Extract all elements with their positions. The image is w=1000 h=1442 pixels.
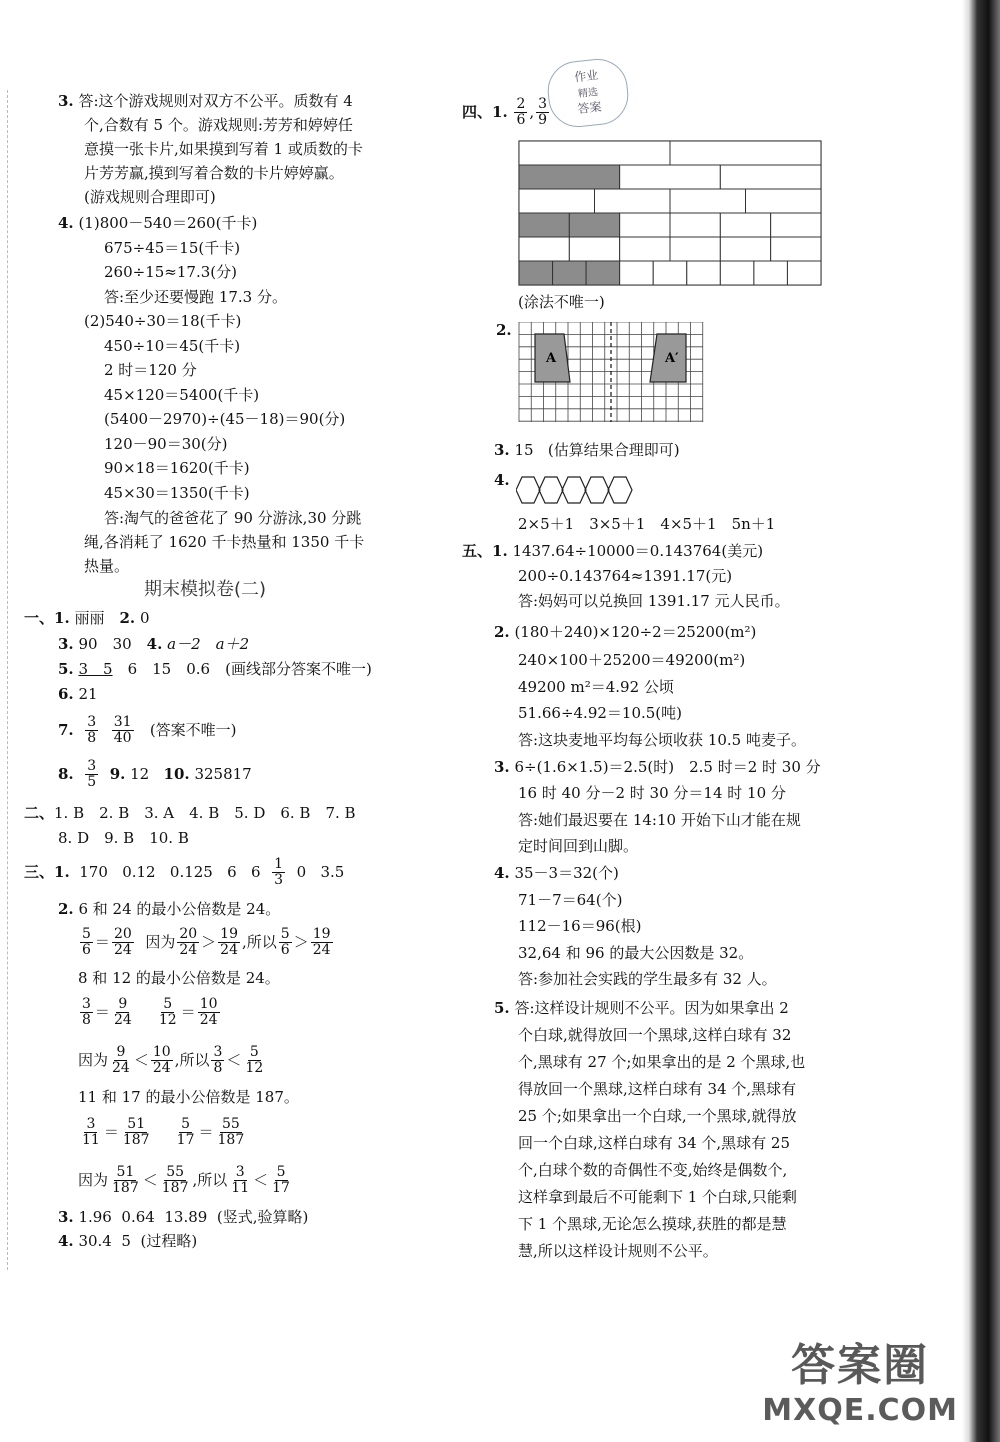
- equation: 2 时＝120 分: [104, 361, 197, 379]
- fraction-bar-part: [620, 237, 670, 261]
- equation: 240×100＋25200＝49200(m²): [518, 651, 746, 669]
- answer-text: 个白球,就得放回一个黑球,这样白球有 32: [518, 1026, 792, 1044]
- answer-text: 个,白球个数的奇偶性不变,始终是偶数个,: [518, 1161, 788, 1179]
- answer-text: 意摸一张卡片,如果摸到写着 1 或质数的卡: [84, 140, 363, 158]
- answer-text: 答:参加社会实践的学生最多有 32 人。: [518, 970, 777, 988]
- fraction-bar-part: [720, 213, 770, 237]
- svg-text:A: A: [546, 351, 557, 366]
- choice-answers: 1. B 2. B 3. A 4. B 5. D 6. B 7. B: [54, 804, 356, 822]
- explanation-text: 6 和 24 的最小公倍数是 24。: [78, 900, 281, 918]
- equation: (180＋240)×120÷2＝25200(m²): [514, 623, 757, 641]
- answer-text: 绳,各消耗了 1620 千卡热量和 1350 千卡: [84, 533, 365, 551]
- section-label: 四、: [462, 103, 493, 121]
- equation: 35－3＝32(个): [514, 864, 619, 882]
- fraction-bar-part: [771, 237, 821, 261]
- fraction-bar-part: [754, 261, 788, 285]
- equation: 45×30＝1350(千卡): [104, 484, 250, 502]
- fraction-bar-part: [620, 213, 670, 237]
- equation: 49200 m²＝4.92 公顷: [518, 678, 674, 696]
- section-label: 二、: [24, 804, 55, 822]
- fraction: $\frac{3}{9}$: [538, 95, 548, 128]
- fraction-bar-part: [670, 237, 720, 261]
- note-text: (涂法不唯一): [518, 293, 605, 311]
- answer-text: 慧,所以这样设计规则不公平。: [518, 1242, 718, 1260]
- answer-text: 32,64 和 96 的最大公因数是 32。: [518, 944, 754, 962]
- equation: 675÷45＝15(千卡): [104, 239, 241, 257]
- answer-text: 答:她们最迟要在 14:10 开始下山才能在规: [518, 811, 801, 829]
- answer-text: 这样拿到最后不可能剩下 1 个白球,只能剩: [518, 1188, 797, 1206]
- fraction-bar-part: [746, 189, 822, 213]
- fraction-bar-part: [553, 261, 587, 285]
- fraction-bar-part: [670, 189, 746, 213]
- answer-text: 热量。: [84, 557, 130, 575]
- fraction-bar-part: [771, 213, 821, 237]
- fraction-bar-part: [519, 213, 569, 237]
- equation: 51.66÷4.92＝10.5(吨): [518, 704, 683, 722]
- hexagon: [608, 477, 632, 503]
- answer-text: 答:淘气的爸爸花了 90 分游泳,30 分跳: [104, 509, 362, 527]
- hexagon: [585, 477, 609, 503]
- section-label: 一、: [24, 609, 55, 627]
- equation: 90×18＝1620(千卡): [104, 459, 250, 477]
- fraction-bar-part: [595, 189, 671, 213]
- answer-text: 得放回一个黑球,这样白球有 34 个,黑球有: [518, 1080, 797, 1098]
- hexagon-chain: [516, 472, 638, 508]
- fraction-comparison: $\frac{3}{8}$ ＝ $\frac{9}{24}$ $\frac{5}{12}$ ＝ $\frac{10}{24}$: [82, 995, 218, 1028]
- fraction-bar-part: [720, 165, 821, 189]
- equation: 112－16＝96(根): [518, 917, 642, 935]
- fraction-comparison: $\frac{3}{11}$ ＝ $\frac{51}{187}$ $\frac{5}{17}$ ＝ $\frac{55}{187}$: [82, 1115, 245, 1148]
- fraction-bar-part: [787, 261, 821, 285]
- fraction-bar-part: [569, 213, 619, 237]
- fraction-bar-part: [519, 165, 620, 189]
- answer-text: 答:妈妈可以兑换回 1391.17 元人民币。: [518, 592, 790, 610]
- fraction: $\frac{3}{8}$: [87, 713, 97, 746]
- fraction-bar-part: [519, 189, 595, 213]
- answer-text: 下 1 个黑球,无论怎么摸球,获胜的都是慧: [518, 1215, 787, 1233]
- equation: (2)540÷30＝18(千卡): [84, 312, 242, 330]
- equation: 6÷(1.6×1.5)＝2.5(时) 2.5 时＝2 时 30 分: [514, 758, 821, 776]
- answer-text: 答:这样设计规则不公平。因为如果拿出 2: [514, 999, 789, 1017]
- fraction-bar-part: [720, 261, 754, 285]
- answer-text: 回一个白球,这样白球有 34 个,黑球有 25: [518, 1134, 791, 1152]
- fraction-comparison: 因为 $\frac{51}{187}$ ＜ $\frac{55}{187}$ ,所以 $\frac{3}{11}$ ＜ $\frac{5}{17}$: [78, 1163, 290, 1196]
- fraction-bar-part: [519, 237, 569, 261]
- fraction-bar-part: [653, 261, 687, 285]
- fraction-bar-part: [586, 261, 620, 285]
- equation: (5400－2970)÷(45－18)＝90(分): [104, 410, 346, 428]
- equation: 260÷15≈17.3(分): [104, 263, 237, 281]
- fraction-bar-part: [519, 141, 670, 165]
- answer-text: 答:这块麦地平均每公顷收获 10.5 吨麦子。: [518, 731, 806, 749]
- fraction-bar-part: [670, 213, 720, 237]
- hexagon: [539, 477, 563, 503]
- section-label: 五、: [462, 542, 493, 560]
- equation: 450÷10＝45(千卡): [104, 337, 241, 355]
- pattern-sequence: 2×5＋1 3×5＋1 4×5＋1 5n＋1: [518, 515, 776, 533]
- equation: 16 时 40 分－2 时 30 分＝14 时 10 分: [518, 784, 786, 802]
- hexagon: [516, 477, 540, 503]
- equation: 120－90＝30(分): [104, 435, 228, 453]
- answer-text: 个,合数有 5 个。游戏规则:芳芳和婷婷任: [84, 116, 353, 134]
- fraction-comparison: $\frac{5}{6}$ ＝ $\frac{20}{24}$ 因为 $\frac{20}{24}$ ＞ $\frac{19}{24}$ ,所以 $\frac{5}{6}$ ＞ $\frac{19}{24}$: [82, 925, 331, 958]
- answer-text: 答:这个游戏规则对双方不公平。质数有 4: [78, 92, 353, 110]
- fraction-comparison: 因为 $\frac{9}{24}$ ＜ $\frac{10}{24}$ ,所以 $\frac{3}{8}$ ＜ $\frac{5}{12}$: [78, 1043, 264, 1076]
- answer-text: 个,黑球有 27 个;如果拿出的是 2 个黑球,也: [518, 1053, 806, 1071]
- answer-text: 答:至少还要慢跑 17.3 分。: [104, 288, 287, 306]
- explanation-text: 11 和 17 的最小公倍数是 187。: [78, 1088, 299, 1106]
- answer-text: 片芳芳赢,摸到写着合数的卡片婷婷赢。: [84, 164, 344, 182]
- equation: (1)800－540＝260(千卡): [78, 214, 258, 232]
- fraction-bar-part: [720, 237, 770, 261]
- fraction-bar-part: [620, 165, 721, 189]
- equation: 1437.64÷10000＝0.143764(美元): [512, 542, 764, 560]
- watermark-logo: 答案圈 MXQE.COM: [762, 1340, 958, 1428]
- fraction-bar-part: [620, 261, 654, 285]
- fraction-bar-part: [687, 261, 721, 285]
- section-title: 期末模拟卷(二): [144, 579, 267, 600]
- fraction: $\frac{2}{6}$: [516, 95, 526, 128]
- symmetry-grid: [518, 322, 704, 422]
- fraction-bar-part: [670, 141, 821, 165]
- answer-text: (游戏规则合理即可): [84, 188, 216, 206]
- equation: 45×120＝5400(千卡): [104, 386, 260, 404]
- equation: 71－7＝64(个): [518, 891, 623, 909]
- fraction: $\frac{31}{40}$: [113, 713, 132, 746]
- equation: 200÷0.143764≈1391.17(元): [518, 567, 733, 585]
- scan-edge-shadow: [962, 0, 1000, 1442]
- section-label: 三、: [24, 863, 55, 881]
- answer-text: 25 个;如果拿出一个白球,一个黑球,就得放: [518, 1107, 797, 1125]
- fraction: $\frac{3}{5}$: [87, 757, 97, 790]
- note-text: (估算结果合理即可): [547, 441, 680, 459]
- fraction-bar-diagram: [518, 140, 822, 286]
- svg-text:A′: A′: [665, 351, 679, 366]
- homework-stamp: 作业 精选 答案: [545, 56, 631, 130]
- margin-guide: [7, 90, 8, 1270]
- fraction-bar-part: [569, 237, 619, 261]
- fraction-bar-part: [519, 261, 553, 285]
- explanation-text: 8 和 12 的最小公倍数是 24。: [78, 969, 280, 987]
- hexagon: [562, 477, 586, 503]
- choice-answers: 8. D 9. B 10. B: [58, 829, 189, 847]
- answer-text: 定时间回到山脚。: [518, 837, 639, 855]
- fraction: $\frac{1}{3}$: [274, 855, 284, 888]
